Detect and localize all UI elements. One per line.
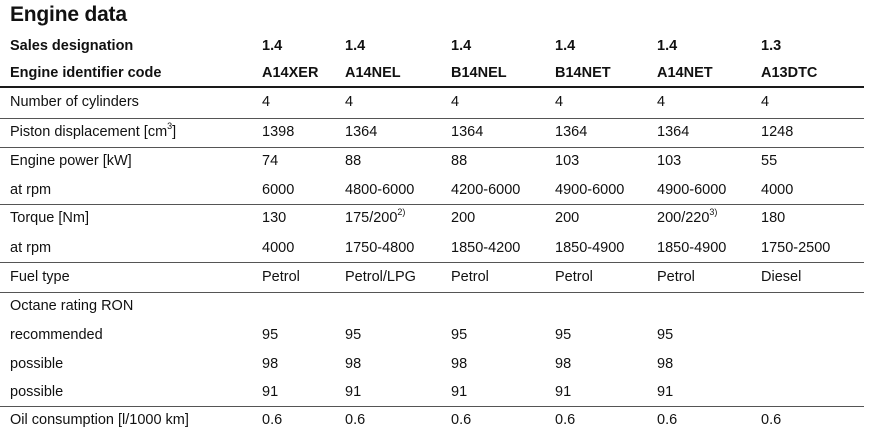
table-cell: 4: [657, 94, 666, 110]
table-cell: A14XER: [262, 65, 319, 81]
table-cell: 1.4: [555, 38, 576, 54]
table-cell: 1750-4800: [345, 240, 415, 256]
table-divider: [0, 292, 864, 293]
table-cell: 95: [657, 327, 674, 343]
table-cell: B14NET: [555, 65, 611, 81]
table-cell: 88: [345, 153, 362, 169]
table-cell: Petrol/LPG: [345, 269, 416, 285]
table-divider: [0, 86, 864, 88]
table-cell: 4200-6000: [451, 182, 521, 198]
row-label: Engine power [kW]: [10, 153, 132, 169]
table-cell: 103: [657, 153, 682, 169]
table-cell: Petrol: [555, 269, 593, 285]
table-cell: Diesel: [761, 269, 802, 285]
table-cell: 1364: [451, 124, 484, 140]
table-cell: 91: [345, 384, 362, 400]
table-cell: 0.6: [262, 412, 283, 428]
table-cell: 1.4: [262, 38, 283, 54]
row-label: Octane rating RON: [10, 298, 134, 314]
table-cell: 98: [555, 356, 572, 372]
table-cell: 6000: [262, 182, 295, 198]
table-cell: 0.6: [345, 412, 366, 428]
table-cell: 88: [451, 153, 468, 169]
table-cell: 95: [451, 327, 468, 343]
row-label: Engine identifier code: [10, 65, 162, 81]
table-cell: 95: [262, 327, 279, 343]
table-cell: 98: [657, 356, 674, 372]
row-label: Oil consumption [l/1000 km]: [10, 412, 189, 428]
table-cell: 4: [262, 94, 271, 110]
table-cell: Petrol: [451, 269, 489, 285]
table-cell: A14NET: [657, 65, 713, 81]
table-cell: 98: [451, 356, 468, 372]
row-label: at rpm: [10, 182, 52, 198]
table-cell: 91: [451, 384, 468, 400]
page-title: Engine data: [10, 3, 127, 26]
table-cell: 0.6: [555, 412, 576, 428]
table-cell: 4900-6000: [657, 182, 727, 198]
table-cell: 4: [761, 94, 770, 110]
row-label: Piston displacement $[cm^3]$: [10, 121, 177, 140]
table-divider: [0, 262, 864, 263]
table-cell: A14NEL: [345, 65, 401, 81]
row-label: Torque [Nm]: [10, 210, 89, 226]
table-cell: 91: [262, 384, 279, 400]
table-cell: 0.6: [451, 412, 472, 428]
table-cell: 180: [761, 210, 786, 226]
table-divider: [0, 118, 864, 119]
table-cell: Petrol: [262, 269, 300, 285]
table-cell: 1850-4200: [451, 240, 521, 256]
table-cell: 1850-4900: [555, 240, 625, 256]
table-cell: 1.4: [451, 38, 472, 54]
table-cell: 4900-6000: [555, 182, 625, 198]
table-cell: 4000: [262, 240, 295, 256]
table-cell: 1364: [657, 124, 690, 140]
row-label: possible: [10, 356, 64, 372]
table-cell: 175/200$^{2)}$: [345, 207, 406, 226]
row-label: at rpm: [10, 240, 52, 256]
table-cell: 4: [451, 94, 460, 110]
table-cell: B14NEL: [451, 65, 507, 81]
table-cell: 4: [345, 94, 354, 110]
table-cell: 74: [262, 153, 279, 169]
table-cell: 1364: [345, 124, 378, 140]
row-label: Fuel type: [10, 269, 70, 285]
table-cell: 91: [555, 384, 572, 400]
table-divider: [0, 204, 864, 205]
row-label: possible: [10, 384, 64, 400]
table-cell: Petrol: [657, 269, 695, 285]
table-cell: 91: [657, 384, 674, 400]
table-cell: 95: [345, 327, 362, 343]
table-cell: 200: [555, 210, 580, 226]
table-cell: 1248: [761, 124, 794, 140]
table-cell: 0.6: [657, 412, 678, 428]
table-cell: 1.4: [657, 38, 678, 54]
table-cell: 1750-2500: [761, 240, 831, 256]
row-label: Sales designation: [10, 38, 134, 54]
table-divider: [0, 147, 864, 148]
table-cell: 4: [555, 94, 564, 110]
row-label: recommended: [10, 327, 103, 343]
table-cell: 0.6: [761, 412, 782, 428]
table-cell: 95: [555, 327, 572, 343]
table-cell: 55: [761, 153, 778, 169]
table-cell: 103: [555, 153, 580, 169]
table-cell: 1850-4900: [657, 240, 727, 256]
table-cell: 4800-6000: [345, 182, 415, 198]
table-cell: 200: [451, 210, 476, 226]
table-cell: 98: [262, 356, 279, 372]
table-cell: 1.4: [345, 38, 366, 54]
row-label: Number of cylinders: [10, 94, 139, 110]
table-cell: 1364: [555, 124, 588, 140]
table-cell: 4000: [761, 182, 794, 198]
table-cell: 200/220$^{3)}$: [657, 207, 718, 226]
table-divider: [0, 406, 864, 407]
table-cell: 130: [262, 210, 287, 226]
table-cell: 98: [345, 356, 362, 372]
table-cell: A13DTC: [761, 65, 818, 81]
table-cell: 1.3: [761, 38, 782, 54]
table-cell: 1398: [262, 124, 295, 140]
